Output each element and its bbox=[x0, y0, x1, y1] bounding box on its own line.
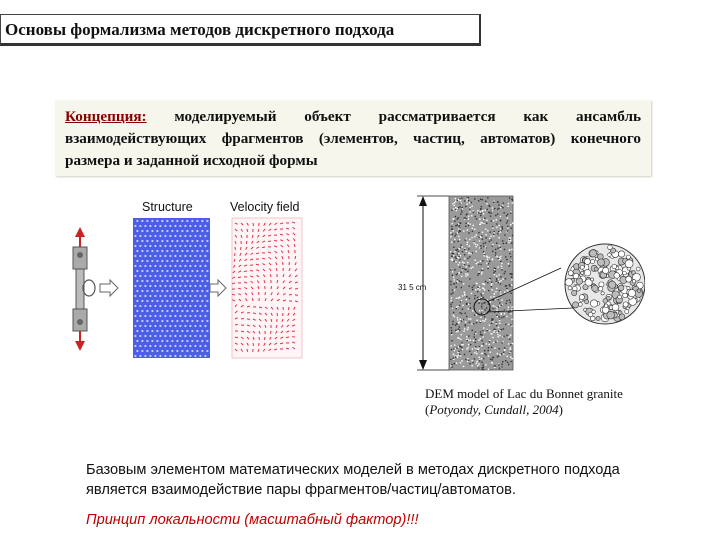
base-element-text: Базовым элементом математических моделей в методах дискретного подхода является взаимодействие пары фрагментов/частиц/автоматов. bbox=[86, 462, 620, 498]
structure-label: Structure bbox=[142, 200, 193, 214]
structure-particles bbox=[133, 218, 210, 358]
concept-text: моделируемый объект рассматривается как ансамбль взаимодействующих фрагментов (элементов, частиц, автоматов) конечного размера и заданной исходной формы bbox=[65, 108, 641, 169]
specimen-schematic bbox=[73, 227, 118, 351]
dem-magnified-circle bbox=[565, 244, 645, 324]
specimen-figure bbox=[62, 215, 312, 360]
dem-caption: DEM model of Lac du Bonnet granite (Potyondy, Cundall, 2004) bbox=[425, 386, 665, 418]
velocity-field-image bbox=[232, 218, 302, 358]
arrow-to-velocity-icon bbox=[210, 280, 226, 296]
dem-caption-ref: Potyondy, Cundall, 2004 bbox=[429, 402, 559, 417]
dem-model-figure bbox=[395, 190, 645, 385]
concept-box bbox=[55, 100, 651, 176]
locality-principle-text: Принцип локальности (масштабный фактор)!!! bbox=[86, 512, 419, 528]
dimension-label: 31 5 cm bbox=[398, 283, 427, 292]
velocity-field-label: Velocity field bbox=[230, 200, 300, 214]
page-title: Основы формализма методов дискретного подхода bbox=[0, 14, 481, 46]
concept-keyword: Концепция: bbox=[65, 108, 147, 125]
dem-caption-line1: DEM model of Lac du Bonnet granite bbox=[425, 386, 623, 401]
dem-specimen-rect bbox=[449, 196, 513, 370]
